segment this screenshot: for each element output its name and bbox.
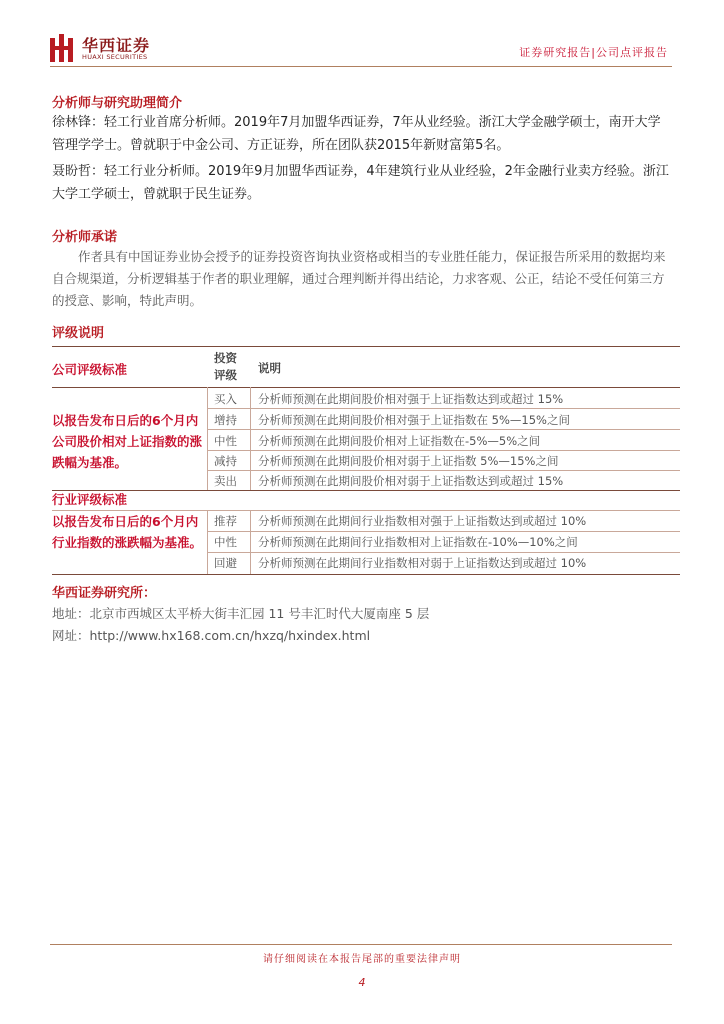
- rating-recommend-desc: 分析师预测在此期间行业指数相对强于上证指数达到或超过 10%: [258, 514, 587, 528]
- rating-buy: 买入: [214, 392, 237, 406]
- institute-website[interactable]: 网址：http://www.hx168.com.cn/hxzq/hxindex.html: [52, 628, 371, 643]
- rating-buy-desc: 分析师预测在此期间股价相对强于上证指数达到或超过 15%: [258, 392, 564, 406]
- rating-industry-neutral: 中性: [214, 535, 237, 549]
- row-divider: [207, 429, 680, 430]
- analyst-bio-1: 徐林锋：轻工行业首席分析师。2019年7月加盟华西证券，7年从业经验。浙江大学金融学硕士，南开大学管理学学士。曾就职于中金公司、方正证券，所在团队获2015年新财富第5名。: [52, 115, 661, 153]
- col-rating-header: 投资评级: [214, 351, 237, 382]
- company-rating-header: 公司评级标准: [52, 362, 128, 377]
- legal-notice: 请仔细阅读在本报告尾部的重要法律声明: [263, 954, 461, 965]
- rating-table: [52, 346, 680, 576]
- rating-recommend: 推荐: [214, 514, 237, 528]
- institute-title: 华西证券研究所：: [52, 586, 157, 601]
- col-desc-header: 说明: [258, 361, 281, 375]
- col-divider: [207, 510, 208, 574]
- row-divider: [207, 531, 680, 532]
- footer-divider: [50, 944, 672, 945]
- rating-title: 评级说明: [52, 326, 105, 341]
- analysts-title: 分析师与研究助理简介: [52, 96, 183, 111]
- rating-underweight-desc: 分析师预测在此期间股价相对弱于上证指数 5%—15%之间: [258, 454, 559, 468]
- table-bottom-border: [52, 574, 680, 575]
- logo-text-en: HUAXI SECURITIES: [82, 53, 148, 61]
- rating-neutral: 中性: [214, 434, 237, 448]
- row-divider: [207, 552, 680, 553]
- institute-address: 地址：北京市西城区太平桥大街丰汇园 11 号丰汇时代大厦南座 5 层: [52, 606, 430, 621]
- rating-sell-desc: 分析师预测在此期间股价相对弱于上证指数达到或超过 15%: [258, 474, 564, 488]
- col-divider: [250, 510, 251, 574]
- row-divider: [207, 470, 680, 471]
- header-bottom-border: [52, 387, 680, 388]
- industry-basis-text: 以报告发布日后的6个月内行业指数的涨跌幅为基准。: [52, 514, 203, 550]
- industry-rating-header: 行业评级标准: [52, 492, 128, 507]
- report-type: 证券研究报告|公司点评报告: [519, 46, 668, 59]
- row-divider: [207, 450, 680, 451]
- company-basis-text: 以报告发布日后的6个月内公司股价相对上证指数的涨跌幅为基准。: [52, 413, 203, 470]
- rating-neutral-desc: 分析师预测在此期间股价相对上证指数在-5%—5%之间: [258, 434, 541, 448]
- commitment-title: 分析师承诺: [52, 230, 118, 245]
- rating-sell: 卖出: [214, 474, 237, 488]
- header-divider: [50, 66, 672, 67]
- analyst-bio-2: 聂盼哲：轻工行业分析师。2019年9月加盟华西证券，4年建筑行业从业经验，2年金融行业卖方经验。浙江大学工学硕士，曾就职于民生证券。: [52, 164, 669, 202]
- rating-overweight-desc: 分析师预测在此期间股价相对强于上证指数在 5%—15%之间: [258, 413, 570, 427]
- col-divider: [207, 387, 208, 490]
- company-section-border: [52, 490, 680, 491]
- page-header: [0, 0, 724, 70]
- table-top-border: [52, 346, 680, 347]
- col-divider: [250, 387, 251, 490]
- rating-avoid: 回避: [214, 556, 237, 570]
- huaxi-logo-icon: [50, 34, 74, 62]
- rating-underweight: 减持: [214, 454, 237, 468]
- page-number: 4: [358, 976, 366, 989]
- rating-overweight: 增持: [214, 413, 237, 427]
- row-divider: [207, 408, 680, 409]
- rating-industry-neutral-desc: 分析师预测在此期间行业指数相对上证指数在-10%—10%之间: [258, 535, 578, 549]
- rating-avoid-desc: 分析师预测在此期间行业指数相对弱于上证指数达到或超过 10%: [258, 556, 587, 570]
- logo-text-cn: 华西证券: [82, 36, 151, 55]
- commitment-text: 作者具有中国证券业协会授予的证券投资咨询执业资格或相当的专业胜任能力，保证报告所采用的数据均来自合规渠道，分析逻辑基于作者的职业理解，通过合理判断并得出结论，力求客观、公正，结论不受任何第三方的授意、影响，特此声明。: [52, 249, 666, 308]
